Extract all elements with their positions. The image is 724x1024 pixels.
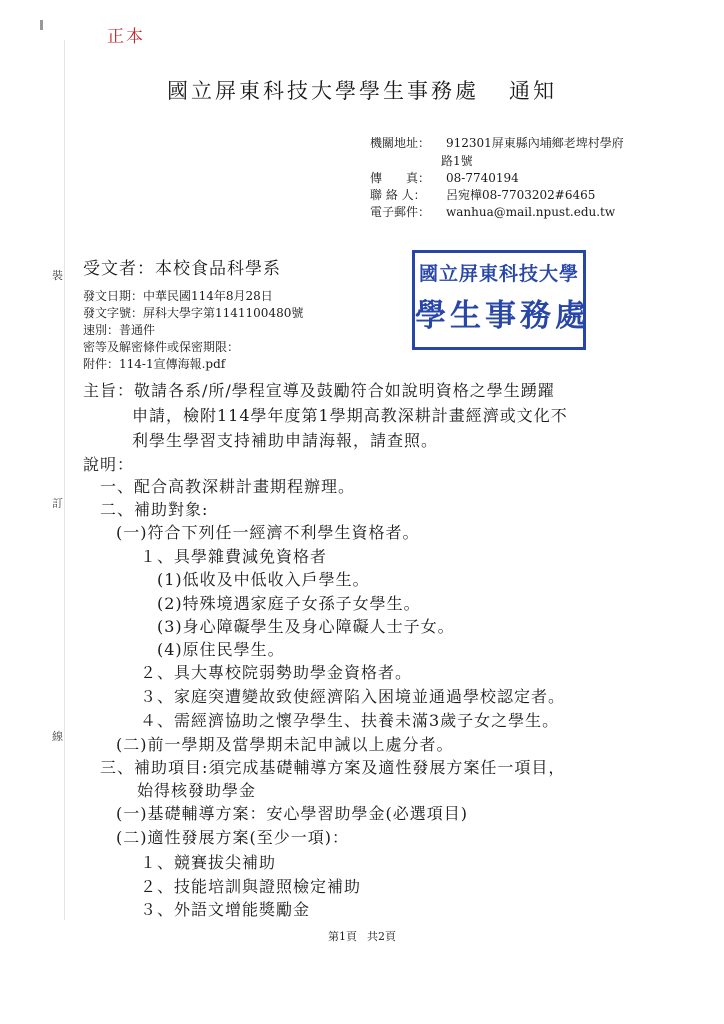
item-3-2-3: ３、外語文增能獎勵金 <box>140 900 311 919</box>
address-line-2: 路1號 <box>441 154 473 168</box>
original-copy-mark: 正本 <box>107 27 145 47</box>
attachment: 附件：114-1宣傳海報.pdf <box>83 357 226 371</box>
address-label: 機關地址： <box>370 136 431 150</box>
item-3-2: (二)適性發展方案(至少一項)： <box>116 828 349 847</box>
item-2-1-4: ４、需經濟協助之懷孕學生、扶養未滿3歲子女之學生。 <box>140 711 560 730</box>
issue-date: 發文日期：中華民國114年8月28日 <box>83 289 273 303</box>
document-type: 通知 <box>509 79 557 103</box>
item-2-1-3: ３、家庭突遭變故致使經濟陷入困境並通過學校認定者。 <box>140 687 566 706</box>
delivery-speed: 速別：普通件 <box>83 323 156 337</box>
item-3-1: (一)基礎輔導方案：安心學習助學金(必選項目) <box>116 804 468 823</box>
item-2: 二、補助對象: <box>100 500 209 519</box>
fax-value: 08-7740194 <box>446 171 519 185</box>
subject-line-2: 申請，檢附114學年度第1學期高教深耕計畫經濟或文化不 <box>132 406 568 425</box>
document-number: 發文字號：屏科大學字第1141100480號 <box>83 306 304 320</box>
contact-fax <box>370 170 519 187</box>
item-3: 三、補助項目:須完成基礎輔導方案及適性發展方案任一項目， <box>100 758 566 777</box>
item-2-1-2: ２、具大專校院弱勢助學金資格者。 <box>140 663 413 682</box>
binding-mark-top: 裝 <box>52 269 63 282</box>
item-2-1-1a: (1)低收及中低收入戶學生。 <box>157 570 370 589</box>
binding-mark-bottom: 線 <box>52 730 63 743</box>
item-1: 一、配合高教深耕計畫期程辦理。 <box>100 477 356 496</box>
explanation-heading: 說明： <box>83 455 135 474</box>
page-footer <box>0 928 724 944</box>
contact-person <box>370 187 595 204</box>
seal-line-2: 學生事務處 <box>415 298 590 334</box>
office-seal <box>412 250 590 350</box>
contact-label: 聯 絡 人： <box>370 188 426 202</box>
secrecy-level: 密等及解密條件或保密期限： <box>83 340 240 354</box>
subject-line-3: 利學生學習支持補助申請海報，請查照。 <box>132 431 439 450</box>
item-2-2: (二)前一學期及當學期未記申誡以上處分者。 <box>116 735 454 754</box>
subject-line-1: 主旨：敬請各系/所/學程宣導及鼓勵符合如說明資格之學生踴躍 <box>83 381 555 400</box>
item-3-2-1: １、競賽拔尖補助 <box>140 853 277 872</box>
contact-value: 呂宛樺08-7703202#6465 <box>446 188 596 202</box>
email-value: wanhua@mail.npust.edu.tw <box>446 205 616 219</box>
email-label: 電子郵件： <box>370 205 431 219</box>
binding-mark-middle: 訂 <box>52 497 63 510</box>
seal-line-1: 國立屏東科技大學 <box>418 263 579 285</box>
item-3-2-2: ２、技能培訓與證照檢定補助 <box>140 877 362 896</box>
scan-mark <box>40 20 43 30</box>
page-number: 第1頁 <box>328 930 357 943</box>
recipient: 受文者：本校食品科學系 <box>83 259 281 279</box>
item-3-continued: 始得核發助學金 <box>137 781 257 800</box>
item-2-1: (一)符合下列任一經濟不利學生資格者。 <box>116 523 420 542</box>
fax-label: 傳 真： <box>370 171 431 185</box>
address-value: 912301屏東縣內埔鄉老埤村學府 <box>446 136 624 150</box>
contact-address <box>370 135 624 152</box>
item-2-1-1d: (4)原住民學生。 <box>157 640 285 659</box>
document-title <box>0 75 724 105</box>
contact-email <box>370 204 615 221</box>
item-2-1-1: １、具學雜費減免資格者 <box>140 547 328 566</box>
page-total: 共2頁 <box>367 930 396 943</box>
agency-name: 國立屏東科技大學學生事務處 <box>167 79 479 103</box>
binding-line <box>64 40 65 920</box>
item-2-1-1b: (2)特殊境遇家庭子女孫子女學生。 <box>157 594 421 613</box>
item-2-1-1c: (3)身心障礙學生及身心障礙人士子女。 <box>157 617 455 636</box>
